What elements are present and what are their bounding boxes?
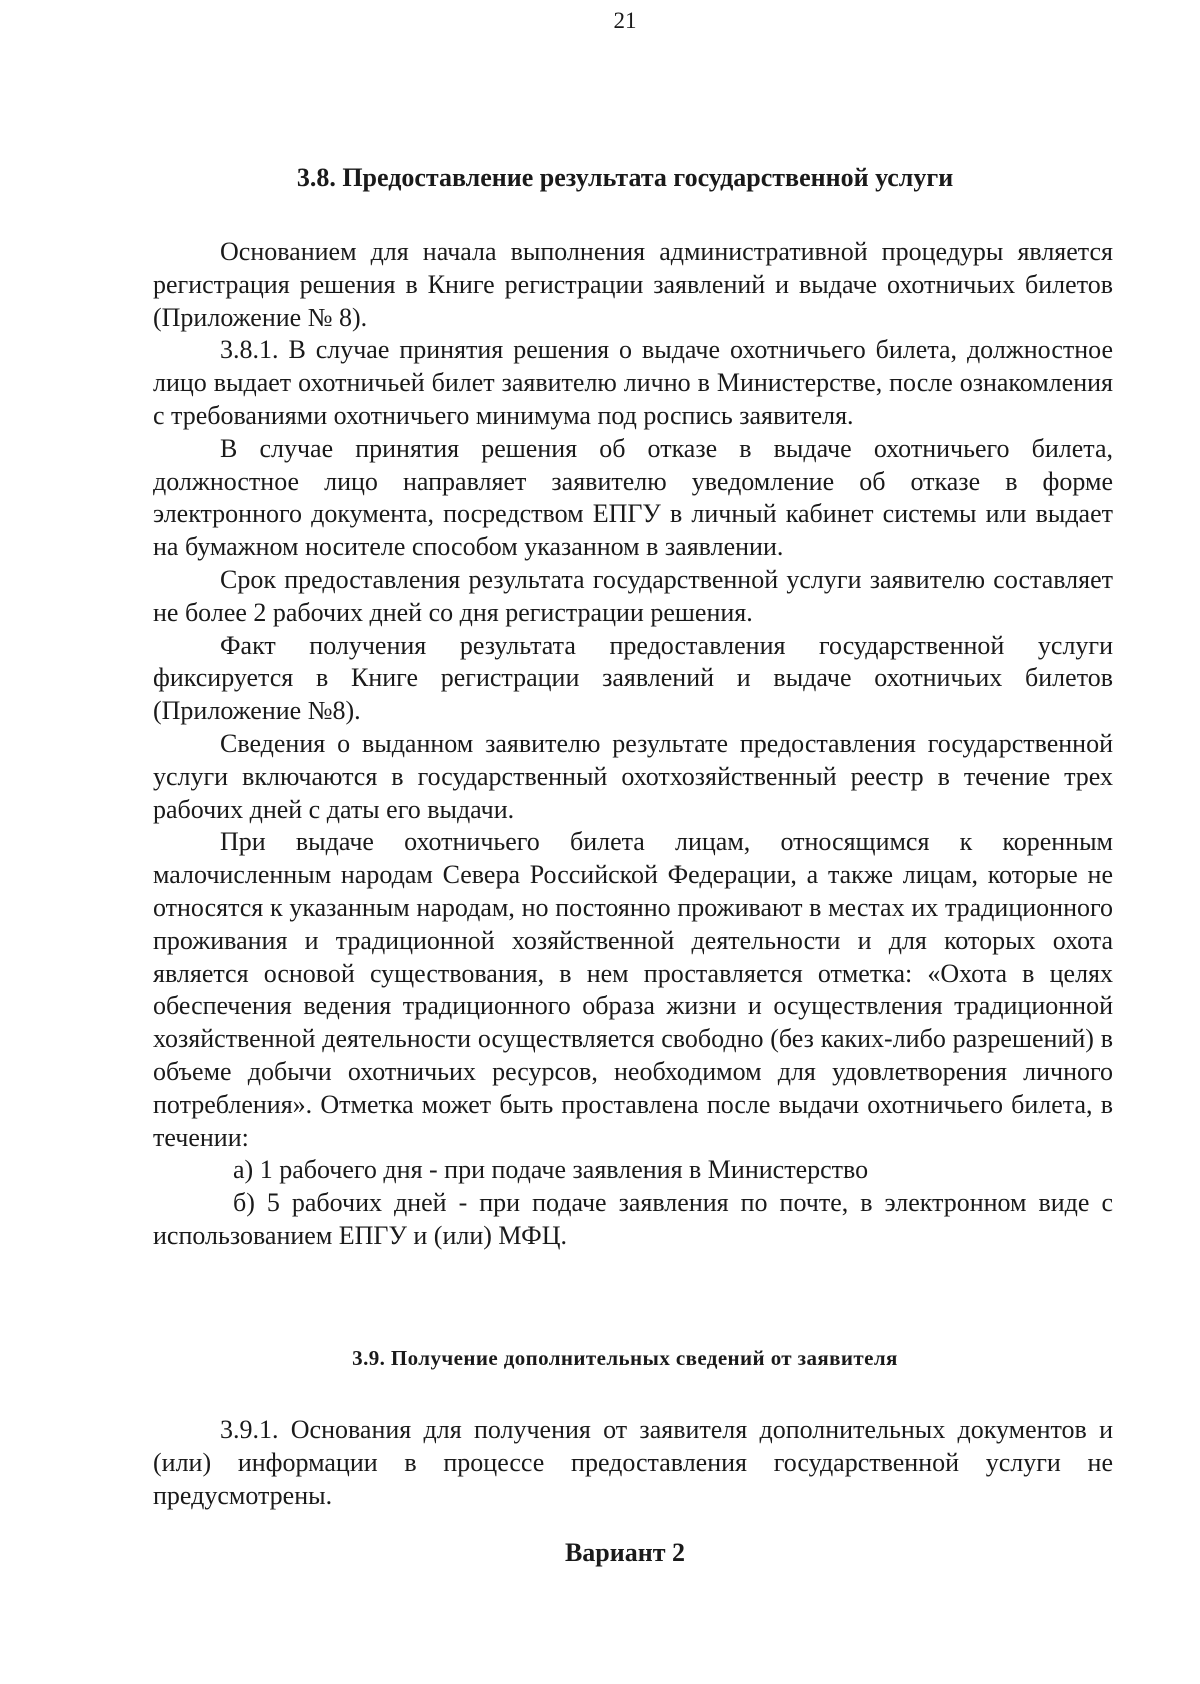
paragraph-term: Срок предоставления результата государственной услуги заявителю составляет не более 2 рабочих дней со дня регистрации решения. bbox=[153, 564, 1113, 627]
paragraph-basis: Основанием для начала выполнения административной процедуры является регистрация решения в Книге регистрации заявлений и выдаче охотничьих билетов (Приложение № 8). bbox=[153, 237, 1113, 332]
section-3-8-body bbox=[153, 236, 1113, 1253]
paragraph-3-9-1: 3.9.1. Основания для получения от заявителя дополнительных документов и (или) информации в процессе предоставления государственной услуги не предусмотрены. bbox=[153, 1415, 1113, 1510]
variant-heading: Вариант 2 bbox=[564, 1538, 686, 1567]
section-3-9-body bbox=[153, 1414, 1113, 1512]
page-number: 21 bbox=[613, 8, 637, 33]
list-item-b: б) 5 рабочих дней - при подаче заявления по почте, в электронном виде с использованием ЕПГУ и (или) МФЦ. bbox=[153, 1188, 1113, 1250]
paragraph-registry: Сведения о выданном заявителю результате предоставления государственной услуги включаются в государственный охотхозяйственный реестр в течение трех рабочих дней с даты его выдачи. bbox=[153, 728, 1113, 824]
paragraph-3-8-1: 3.8.1. В случае принятия решения о выдаче охотничьего билета, должностное лицо выдает охотничьей билет заявителю лично в Министерстве, после ознакомления с требованиями охотничьего минимума под роспись заявителя. bbox=[153, 335, 1113, 430]
list-item-a: а) 1 рабочего дня - при подаче заявления в Министерство bbox=[233, 1155, 869, 1185]
paragraph-fact: Факт получения результата предоставления государственной услуги фиксируется в Книге регистрации заявлений и выдаче охотничьих билетов (Приложение №8). bbox=[153, 630, 1113, 726]
paragraph-indigenous: При выдаче охотничьего билета лицам, относящимся к коренным малочисленным народам Севера Российской Федерации, а также лицам, которые не относятся к указанным народам, но постоянно проживают в местах их традиционного проживания и традиционной хозяйственной деятельности и для которых охота является основой существования, в нем проставляется отметка: «Охота в целях обеспечения ведения традиционного образа жизни и осуществления традиционной хозяйственной деятельности осуществляется свободно (без каких-либо разрешений) в объеме добычи охотничьих ресурсов, необходимом для удовлетворения личного потребления». Отметка может быть проставлена после выдачи охотничьего билета, в течении: bbox=[153, 827, 1113, 1152]
section-3-9-heading: 3.9. Получение дополнительных сведений от заявителя bbox=[352, 1346, 898, 1370]
section-3-8-heading: 3.8. Предоставление результата государственной услуги bbox=[296, 163, 954, 192]
paragraph-refusal: В случае принятия решения об отказе в выдаче охотничьего билета, должностное лицо направляет заявителю уведомление об отказе в форме электронного документа, посредством ЕПГУ в личный кабинет системы или выдает на бумажном носителе способом указанном в заявлении. bbox=[153, 433, 1113, 562]
